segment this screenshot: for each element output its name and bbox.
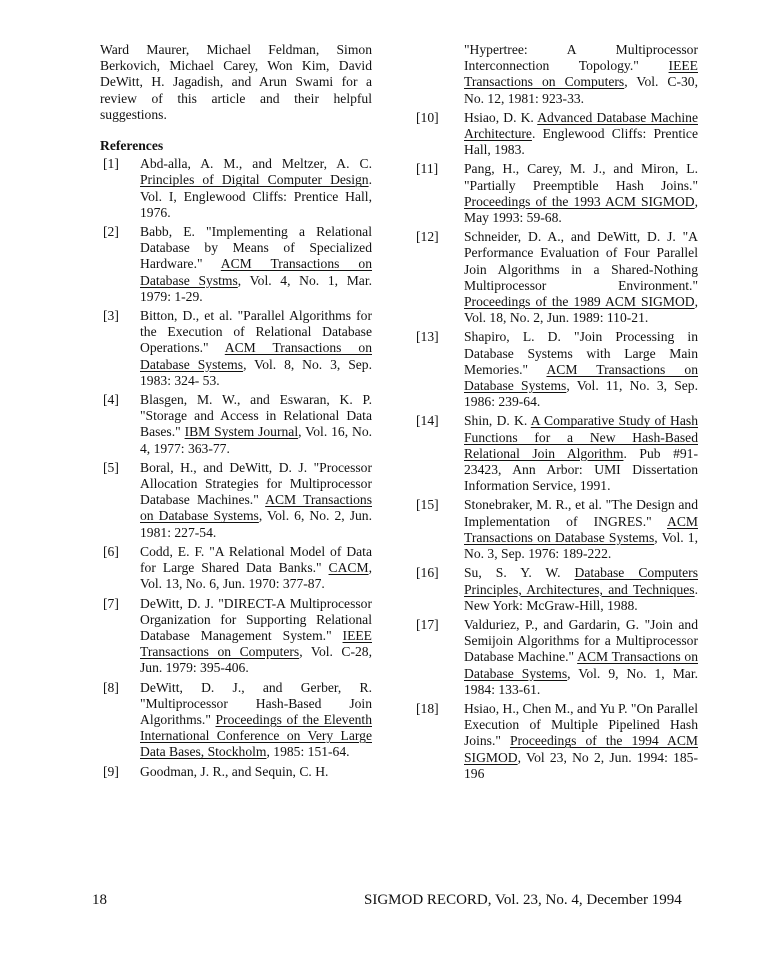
reference-text: Su, S. Y. W. xyxy=(464,565,575,581)
reference-text: Goodman, J. R., and Sequin, C. H. xyxy=(140,763,329,779)
reference-number: [5] xyxy=(103,459,119,475)
reference-text: . New York: McGraw-Hill, 1988. xyxy=(464,581,698,613)
reference-title-underlined: ACM Transactions on Database Systems xyxy=(140,492,372,524)
reference-title-underlined: ACM Transactions on Database Systems xyxy=(464,513,698,545)
reference-text: DeWitt, D. J., and Gerber, R. "Multiprocessor Hash-Based Join Algorithms." xyxy=(140,679,372,727)
reference-entry xyxy=(418,329,698,410)
reference-text: , Vol. 13, No. 6, Jun. 1970: 377-87. xyxy=(140,560,372,592)
reference-text: , Vol. 9, No. 1, Mar. 1984: 133-61. xyxy=(464,665,698,697)
reference-title-underlined: Proceedings of the 1994 ACM SIGMOD xyxy=(464,733,699,765)
reference-entry xyxy=(418,110,698,159)
reference-text: , Vol. C-30, No. 12, 1981: 923-33. xyxy=(464,74,699,106)
right-column xyxy=(418,42,698,785)
acknowledgement-text: Ward Maurer, Michael Feldman, Simon Berkovich, Michael Carey, Won Kim, David DeWitt, H. Jagadish, and Arun Swami for a review of this article and their helpful suggestions. xyxy=(100,42,372,122)
reference-number: [11] xyxy=(416,161,439,177)
reference-text: Pang, H., Carey, M. J., and Miron, L. "Partially Preemptible Hash Joins." xyxy=(464,161,698,193)
reference-entry xyxy=(100,596,372,677)
reference-number: [13] xyxy=(416,329,439,345)
reference-entry xyxy=(418,701,698,782)
reference-number: [6] xyxy=(103,543,119,559)
reference-text: , Vol 23, No 2, Jun. 1994: 185-196 xyxy=(464,749,698,781)
reference-text: Valduriez, P., and Gardarin, G. "Join and Semijoin Algorithms for a Multiprocessor Database Machine." xyxy=(464,616,698,665)
reference-text: , 1985: 151-64. xyxy=(266,744,350,760)
reference-title-underlined: IEEE Transactions on Computers xyxy=(464,58,698,90)
reference-text: . Pub #91-23423, Ann Arbor: UMI Dissertation Information Service, 1991. xyxy=(464,445,698,494)
reference-text: "Hypertree: A Multiprocessor Interconnection Topology." xyxy=(464,42,698,74)
reference-entry xyxy=(418,229,698,326)
reference-entry xyxy=(100,392,372,457)
reference-title-underlined: CACM xyxy=(328,560,369,576)
reference-text: Stonebraker, M. R., et al. "The Design and Implementation of INGRES." xyxy=(464,497,698,529)
reference-title-underlined: Principles of Digital Computer Design xyxy=(140,172,369,188)
reference-title-underlined: IBM System Journal xyxy=(184,424,299,440)
reference-text: , May 1993: 59-68. xyxy=(464,193,698,226)
references-list-right xyxy=(418,110,698,782)
page-number: 18 xyxy=(92,892,107,908)
reference-entry xyxy=(100,680,372,761)
reference-text: , Vol. 1, No. 3, Sep. 1976: 189-222. xyxy=(464,529,698,562)
reference-entry xyxy=(100,308,372,389)
reference-text: Abd-alla, A. M., and Meltzer, A. C. xyxy=(140,156,372,172)
reference-entry xyxy=(418,565,698,614)
reference-entry xyxy=(418,497,698,562)
reference-text: , Vol. 4, No. 1, Mar. 1979: 1-29. xyxy=(140,272,372,304)
reference-title-underlined: Proceedings of the Eleventh International Conference on Very Large Data Bases, Stockholm xyxy=(140,711,372,760)
reference-title-underlined: A Comparative Study of Hash Functions for a New Hash-Based Relational Join Algorithm xyxy=(464,413,698,461)
reference-text: Hsiao, D. K. xyxy=(464,109,538,125)
reference-title-underlined: Proceedings of the 1989 ACM SIGMOD xyxy=(464,294,695,310)
reference-number: [1] xyxy=(103,156,119,172)
reference-number: [16] xyxy=(416,565,439,581)
reference-text: , Vol. 18, No. 2, Jun. 1989: 110-21. xyxy=(464,294,698,326)
reference-text: , Vol. 8, No. 3, Sep. 1983: 324- 53. xyxy=(140,356,373,388)
reference-text: Blasgen, M. W., and Eswaran, K. P. "Storage and Access in Relational Data Bases." xyxy=(140,392,372,440)
reference-number: [15] xyxy=(416,497,439,513)
reference-title-underlined: IEEE Transactions on Computers xyxy=(140,627,372,660)
reference-entry xyxy=(100,544,372,593)
journal-footer: SIGMOD RECORD, Vol. 23, No. 4, December 1994 xyxy=(364,892,682,908)
references-list-left xyxy=(100,156,372,780)
reference-entry xyxy=(100,156,372,221)
reference-entry xyxy=(100,460,372,541)
reference-entry xyxy=(418,617,698,698)
reference-text: , Vol. 16, No. 4, 1977: 363-77. xyxy=(140,424,373,456)
reference-text: Schneider, D. A., and DeWitt, D. J. "A Performance Evaluation of Four Parallel Join Algorithms in a Shared-Nothing Multiprocessor Environment." xyxy=(464,229,698,293)
reference-title-underlined: Advanced Database Machine Architecture xyxy=(464,109,698,142)
reference-text: , Vol. 11, No. 3, Sep. 1986: 239-64. xyxy=(464,378,698,410)
reference-title-underlined: ACM Transactions on Database Systems xyxy=(140,340,372,372)
reference-title-underlined: ACM Transactions on Database Systems xyxy=(464,361,699,394)
left-column xyxy=(100,42,372,783)
reference-number: [18] xyxy=(416,700,439,716)
reference-text: , Vol. C-28, Jun. 1979: 395-406. xyxy=(140,644,373,676)
reference-text: DeWitt, D. J. "DIRECT-A Multiprocessor Organization for Supporting Relational Database Management System." xyxy=(140,595,372,643)
reference-text: . Englewood Cliffs: Prentice Hall, 1983. xyxy=(464,126,698,158)
reference-number: [9] xyxy=(103,763,119,779)
reference-number: [12] xyxy=(416,229,439,245)
reference-title-underlined: Proceedings of the 1993 ACM SIGMOD xyxy=(464,193,695,209)
reference-number: [2] xyxy=(103,224,119,240)
references-heading: References xyxy=(100,138,164,154)
reference-number: [14] xyxy=(416,413,439,429)
reference-number: [4] xyxy=(103,392,119,408)
reference-entry xyxy=(100,224,372,305)
reference-entry xyxy=(100,764,372,780)
reference-entry xyxy=(418,413,698,494)
reference-text: Boral, H., and DeWitt, D. J. "Processor Allocation Strategies for Multiprocessor Database Machines." xyxy=(140,459,372,508)
reference-number: [8] xyxy=(103,679,119,695)
reference-text: Bitton, D., et al. "Parallel Algorithms for the Execution of Relational Database Operations." xyxy=(140,308,372,356)
reference-text: Codd, E. F. "A Relational Model of Data for Large Shared Data Banks." xyxy=(140,543,372,576)
reference-title-underlined: ACM Transactions on Database Systms xyxy=(140,256,373,288)
reference-text: Hsiao, H., Chen M., and Yu P. "On Parallel Execution of Multiple Pipelined Hash Joins." xyxy=(464,700,698,749)
reference-title-underlined: ACM Transactions on Database Systems xyxy=(464,649,698,681)
reference-number: [7] xyxy=(103,595,119,611)
reference-entry xyxy=(418,161,698,226)
reference-title-underlined: Database Computers Principles, Architectures, and Techniques xyxy=(464,565,698,597)
reference-number: [3] xyxy=(103,308,119,324)
reference-text: Shin, D. K. xyxy=(464,413,531,429)
reference-text: , Vol. 6, No. 2, Jun. 1981: 227-54. xyxy=(140,508,372,540)
reference-text: Babb, E. "Implementing a Relational Database by Means of Specialized Hardware." xyxy=(140,224,372,272)
reference-text: Shapiro, L. D. "Join Processing in Database Systems with Large Main Memories." xyxy=(464,329,698,377)
reference-number: [10] xyxy=(416,109,439,125)
reference-9-continuation xyxy=(418,42,698,107)
reference-number: [17] xyxy=(416,616,439,632)
reference-text: . Vol. I, Englewood Cliffs: Prentice Hall, 1976. xyxy=(140,172,372,220)
